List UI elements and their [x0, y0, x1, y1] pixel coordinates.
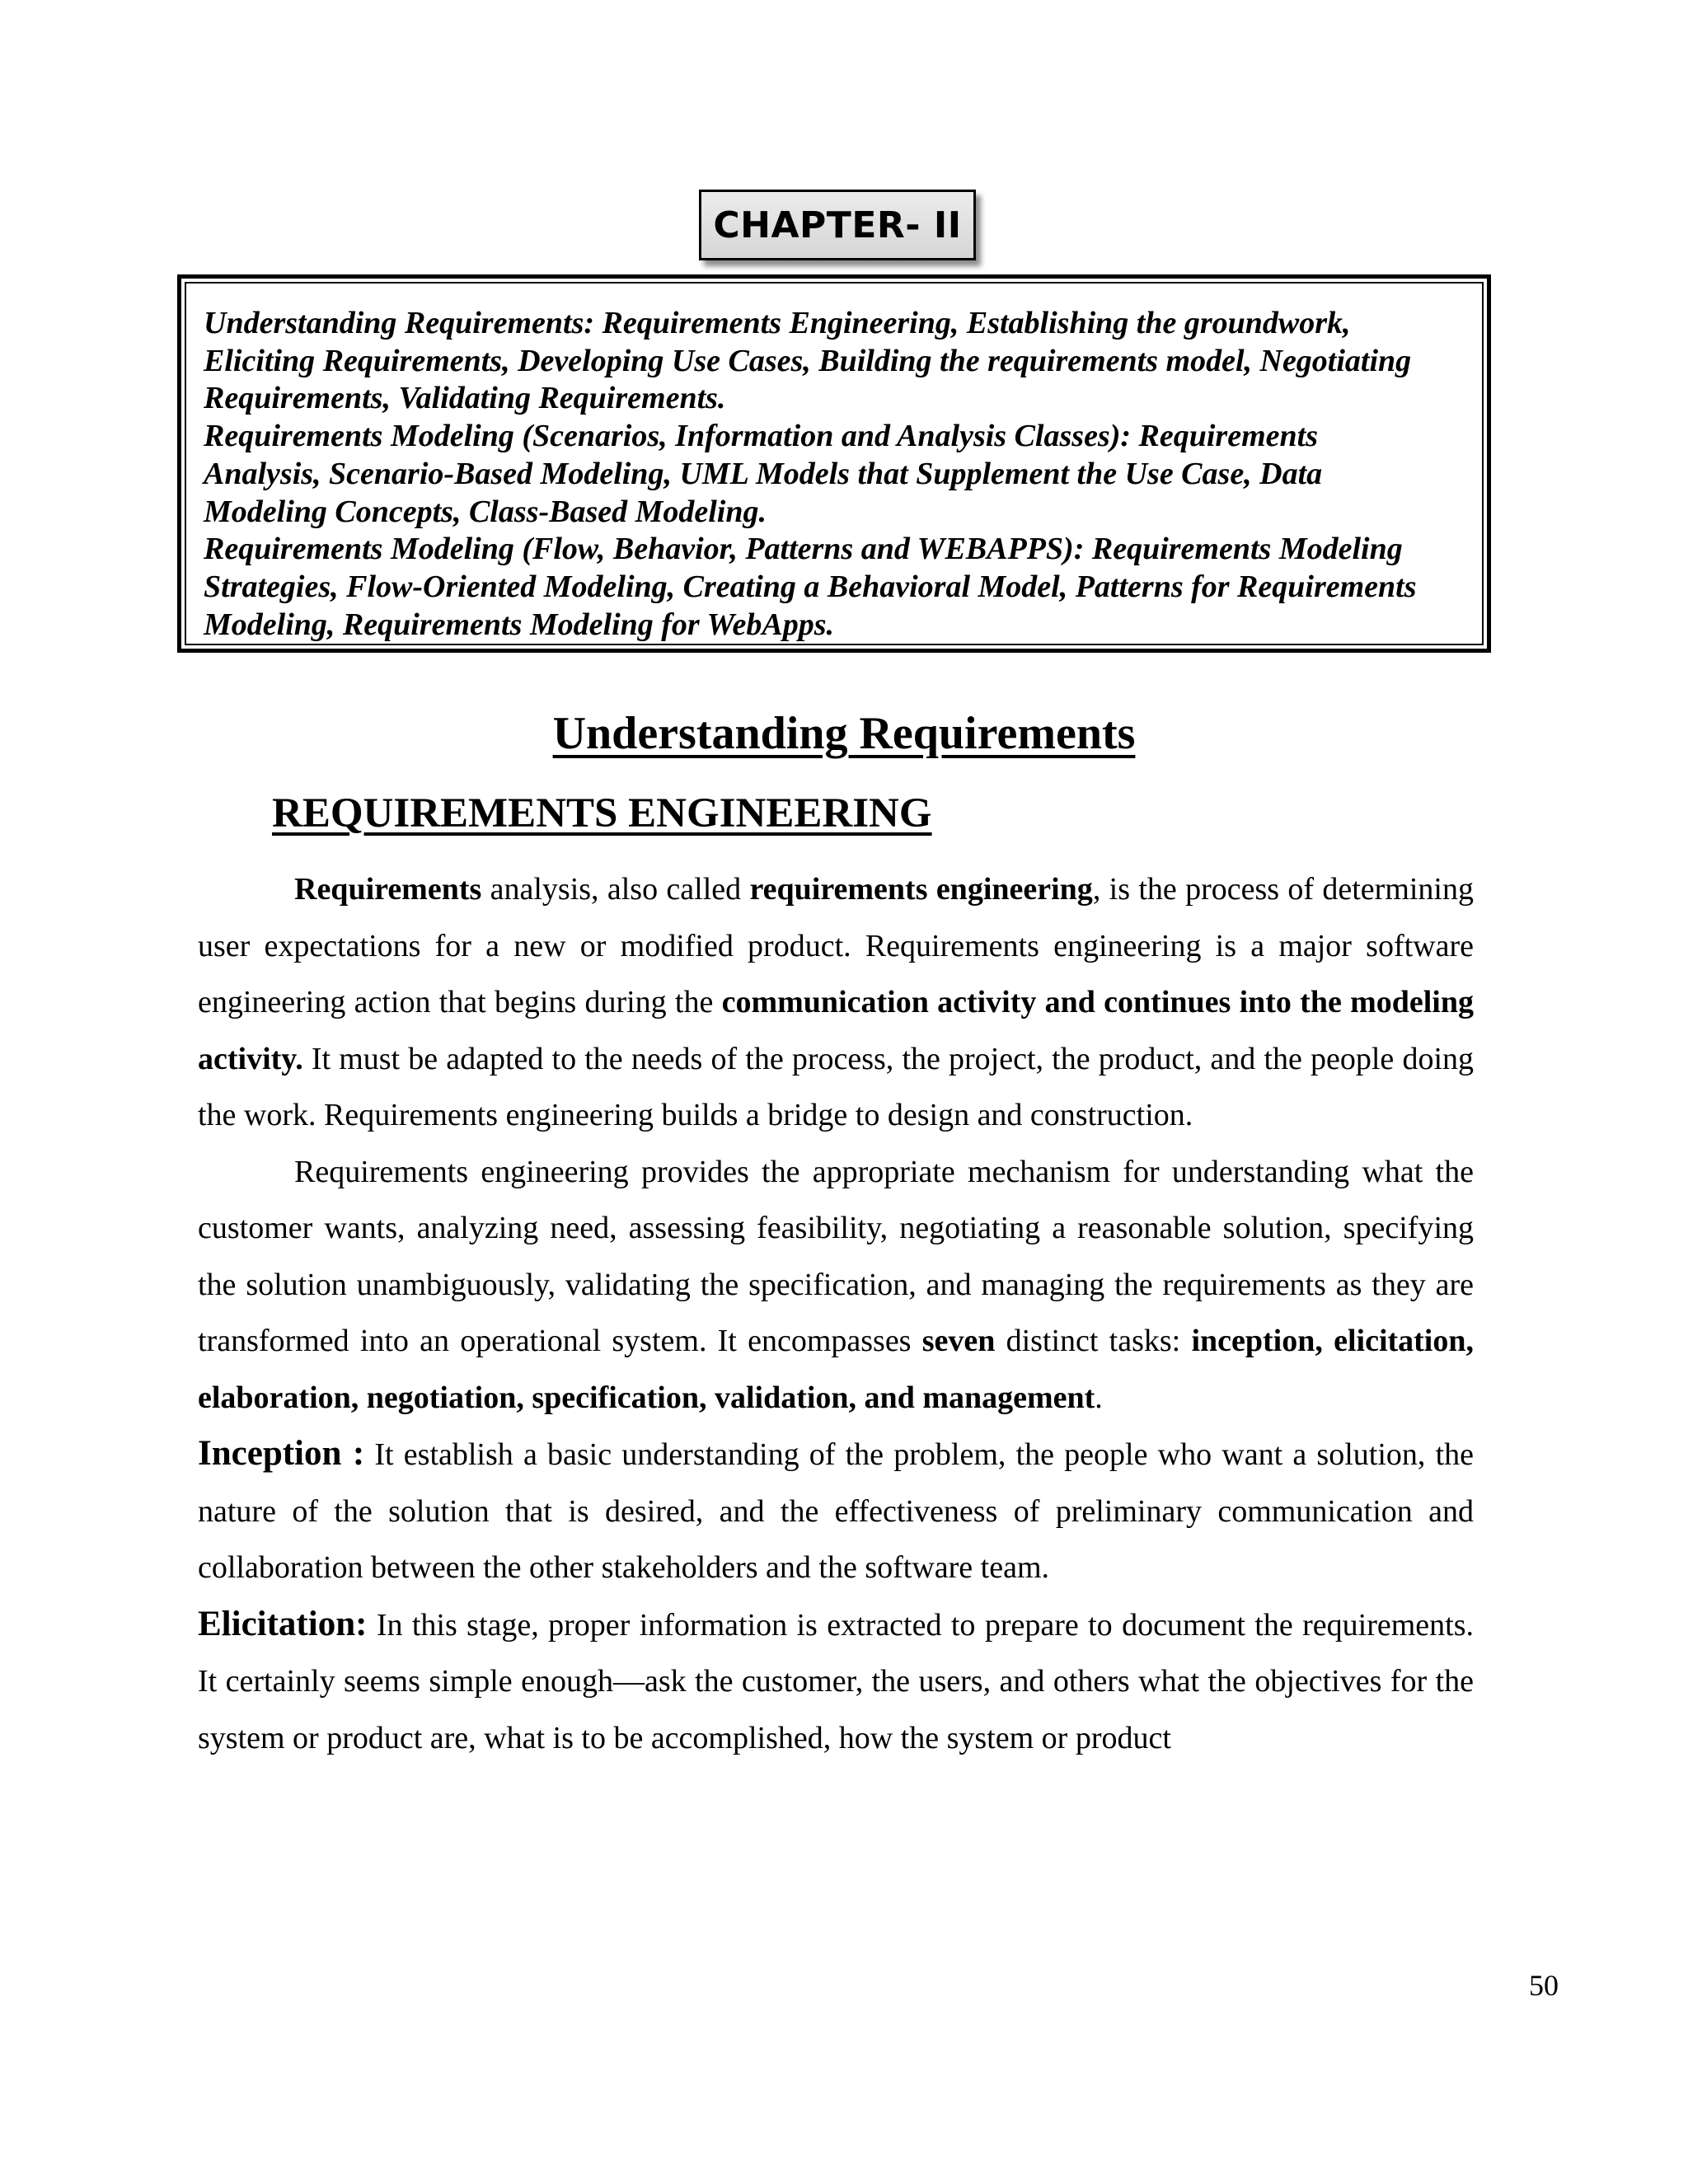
bold-term: communication activity and continues into the modeling activity.: [198, 985, 1475, 1076]
paragraph-requirements-mechanism: [198, 1144, 1474, 1427]
bold-term: Requirements: [294, 872, 482, 907]
syllabus-line: Eliciting Requirements, Developing Use Cases, Building the requirements model, Negotiating: [204, 343, 1412, 378]
syllabus-line: Analysis, Scenario-Based Modeling, UML Models that Supplement the Use Case, Data: [204, 456, 1323, 491]
paragraph-elicitation: [198, 1596, 1474, 1767]
syllabus-line: Strategies, Flow-Oriented Modeling, Creating a Behavioral Model, Patterns for Requirements: [204, 569, 1417, 604]
elicitation-term: Elicitation:: [198, 1604, 368, 1643]
page-number: 50: [1529, 1969, 1559, 2002]
paragraph-inception: [198, 1426, 1474, 1596]
bold-term: seven: [921, 1324, 996, 1358]
syllabus-box: [177, 274, 1491, 653]
syllabus-content: [185, 282, 1484, 645]
paragraph-text: , is the process of determining user expectations for a new or modified product. Requirements engineering is a major software engineering action that begins during the: [198, 872, 1474, 1019]
syllabus-line: Modeling Concepts, Class-Based Modeling.: [204, 494, 767, 529]
chapter-label: CHAPTER- II: [699, 190, 976, 260]
paragraph-text: analysis, also called: [481, 872, 750, 907]
main-title: Understanding Requirements: [552, 708, 1136, 759]
paragraph-text: It must be adapted to the needs of the process, the project, the product, and the people doing the work. Requirements engineering builds a bridge to design and construction.: [198, 1041, 1474, 1132]
bold-term: inception, elicitation, elaboration, negotiation, specification, validation, and management: [198, 1324, 1474, 1415]
inception-text: It establish a basic understanding of the problem, the people who want a solution, the nature of the solution that is desired, and the effectiveness of preliminary communication and collaboration between the other stakeholders and the software team.: [198, 1437, 1475, 1585]
body-text: [198, 861, 1474, 1766]
syllabus-line: Requirements, Validating Requirements.: [204, 381, 726, 416]
paragraph-text: Requirements engineering provides the appropriate mechanism for understanding what the customer wants, analyzing need, assessing feasibility, negotiating a reasonable solution, specifying the solution unambiguously, validating the specification, and managing the requirements as they are transformed into an operational system. It encompasses: [198, 1154, 1474, 1358]
paragraph-requirements-analysis: [198, 861, 1474, 1144]
section-title: REQUIREMENTS ENGINEERING: [272, 790, 932, 837]
syllabus-line: Understanding Requirements: Requirements Engineering, Establishing the groundwork,: [204, 306, 1351, 340]
syllabus-line: Modeling, Requirements Modeling for WebApps.: [204, 607, 834, 642]
elicitation-text: In this stage, proper information is extracted to prepare to document the requirements. It certainly seems simple enough—ask the customer, the users, and others what the objectives for the system or product are, what is to be accomplished, how the system or product: [198, 1607, 1474, 1755]
syllabus-line: Requirements Modeling (Flow, Behavior, Patterns and WEBAPPS): Requirements Modeling: [204, 532, 1403, 567]
paragraph-text: .: [1095, 1380, 1103, 1415]
inception-term: Inception :: [198, 1434, 365, 1473]
paragraph-text: distinct tasks:: [995, 1324, 1192, 1358]
syllabus-line: Requirements Modeling (Scenarios, Information and Analysis Classes): Requirements: [204, 419, 1318, 454]
bold-term: requirements engineering: [749, 872, 1093, 907]
